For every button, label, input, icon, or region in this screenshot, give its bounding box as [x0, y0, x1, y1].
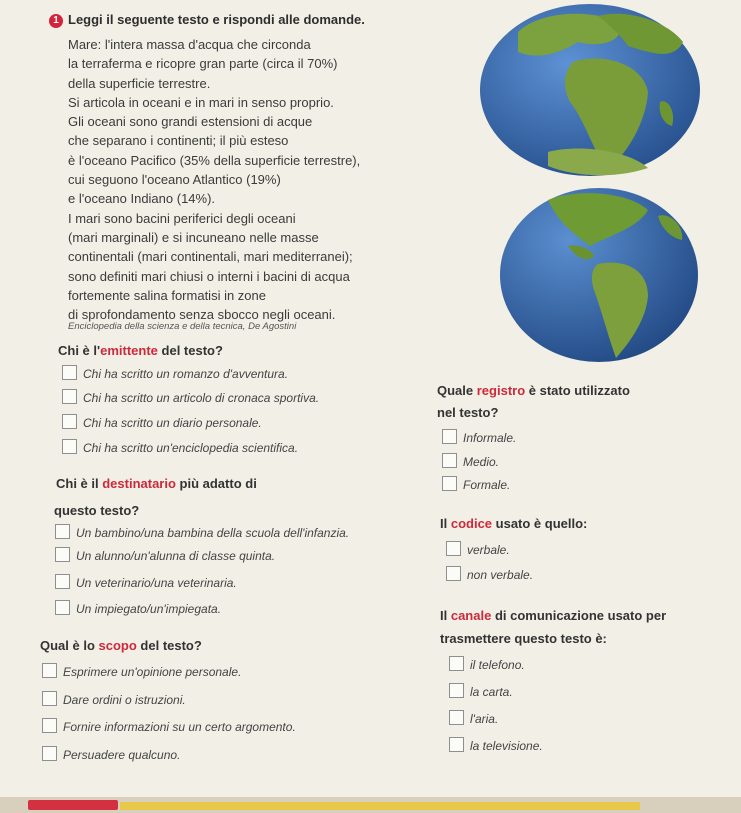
option-label: Chi ha scritto un diario personale. — [83, 416, 262, 430]
question-registro-title-line2: nel testo? — [437, 405, 499, 420]
option-registro-2[interactable] — [442, 453, 499, 471]
option-label: Informale. — [463, 431, 517, 445]
checkbox[interactable] — [449, 710, 464, 725]
option-label: Chi ha scritto un'enciclopedia scientifica. — [83, 441, 299, 455]
checkbox[interactable] — [442, 429, 457, 444]
passage-line: è l'oceano Pacifico (35% della superficie terrestre), — [68, 152, 361, 168]
option-destinatario-2[interactable] — [55, 547, 275, 565]
q-text: Qual è lo — [40, 638, 99, 653]
option-codice-1[interactable] — [446, 541, 510, 559]
option-canale-2[interactable] — [449, 683, 513, 701]
option-registro-1[interactable] — [442, 429, 516, 447]
passage-line: Si articola in oceani e in mari in senso proprio. — [68, 94, 334, 110]
passage-line: Gli oceani sono grandi estensioni di acque — [68, 114, 313, 130]
option-label: Un veterinario/una veterinaria. — [76, 576, 237, 590]
checkbox[interactable] — [42, 746, 57, 761]
question-canale-title — [440, 608, 666, 623]
option-label: non verbale. — [467, 568, 534, 582]
q-keyword: registro — [476, 383, 526, 398]
checkbox[interactable] — [42, 718, 57, 733]
option-label: Un alunno/un'alunna di classe quinta. — [76, 549, 276, 563]
checkbox[interactable] — [55, 547, 70, 562]
passage-line: e l'oceano Indiano (14%). — [68, 191, 216, 207]
q-text: di comunicazione usato per — [491, 608, 667, 623]
option-label: Fornire informazioni su un certo argomento. — [63, 720, 296, 734]
option-label: verbale. — [467, 543, 510, 557]
option-canale-1[interactable] — [449, 656, 525, 674]
option-emittente-3[interactable] — [62, 414, 262, 432]
passage-text — [68, 35, 468, 324]
q-keyword: destinatario — [102, 476, 176, 491]
q-text: del testo? — [157, 343, 223, 358]
passage-line: I mari sono bacini periferici degli oceani — [68, 210, 296, 226]
checkbox[interactable] — [55, 524, 70, 539]
q-text: Quale — [437, 383, 477, 398]
option-label: l'aria. — [470, 712, 499, 726]
option-label: Persuadere qualcuno. — [63, 748, 181, 762]
q-keyword: codice — [450, 516, 493, 531]
footer-red-band — [28, 800, 118, 810]
option-scopo-3[interactable] — [42, 718, 296, 736]
option-destinatario-4[interactable] — [55, 600, 221, 618]
passage-line: (mari marginali) e si incuneano nelle masse — [68, 229, 319, 245]
q-text: è stato utilizzato — [525, 383, 630, 398]
passage-line: sono definiti mari chiusi o interni i bacini di acqua — [68, 268, 350, 284]
q-text: Chi è l' — [58, 343, 101, 358]
option-emittente-2[interactable] — [62, 389, 319, 407]
option-label: Chi ha scritto un romanzo d'avventura. — [83, 367, 289, 381]
checkbox[interactable] — [449, 737, 464, 752]
option-destinatario-3[interactable] — [55, 574, 237, 592]
option-label: Formale. — [463, 478, 511, 492]
checkbox[interactable] — [62, 439, 77, 454]
option-label: Medio. — [463, 455, 500, 469]
option-scopo-1[interactable] — [42, 663, 241, 681]
option-label: il telefono. — [470, 658, 525, 672]
exercise-instruction: Leggi il seguente testo e rispondi alle domande. — [68, 12, 365, 27]
option-registro-3[interactable] — [442, 476, 510, 494]
q-text: usato è quello: — [492, 516, 588, 531]
option-label: la televisione. — [470, 739, 543, 753]
passage-source: Enciclopedia della scienza e della tecnica, De Agostini — [68, 321, 297, 332]
option-label: Un bambino/una bambina della scuola dell'infanzia. — [76, 526, 350, 540]
passage-line: fortemente salina formatisi in zone — [68, 287, 266, 303]
question-destinatario-title — [56, 476, 257, 491]
checkbox[interactable] — [442, 476, 457, 491]
checkbox[interactable] — [449, 656, 464, 671]
q-keyword: canale — [450, 608, 492, 623]
q-keyword: scopo — [98, 638, 137, 653]
passage-line: Mare: l'intera massa d'acqua che circonda — [68, 37, 311, 52]
passage-line: di sprofondamento senza sbocco negli oceani. — [68, 307, 336, 323]
checkbox[interactable] — [449, 683, 464, 698]
question-emittente-title — [58, 343, 223, 358]
question-scopo-title — [40, 638, 202, 653]
checkbox[interactable] — [42, 663, 57, 678]
q-text: Il — [440, 608, 451, 623]
globe-africa-europe-image — [478, 2, 702, 178]
checkbox[interactable] — [442, 453, 457, 468]
option-canale-3[interactable] — [449, 710, 498, 728]
option-label: Chi ha scritto un articolo di cronaca sportiva. — [83, 391, 320, 405]
passage-line: la terraferma e ricopre gran parte (circa il 70%) — [68, 56, 338, 72]
option-destinatario-1[interactable] — [55, 524, 349, 542]
option-codice-2[interactable] — [446, 566, 533, 584]
option-emittente-4[interactable] — [62, 439, 298, 457]
checkbox[interactable] — [446, 566, 461, 581]
checkbox[interactable] — [446, 541, 461, 556]
exercise-number-badge: 1 — [49, 14, 63, 28]
question-codice-title — [440, 516, 587, 531]
footer-yellow-band — [120, 802, 640, 810]
q-text: più adatto di — [175, 476, 257, 491]
q-text: Chi è il — [56, 476, 103, 491]
passage-line: cui seguono l'oceano Atlantico (19%) — [68, 172, 281, 188]
checkbox[interactable] — [62, 414, 77, 429]
question-canale-title-line2: trasmettere questo testo è: — [440, 631, 607, 646]
option-scopo-4[interactable] — [42, 746, 180, 764]
checkbox[interactable] — [62, 389, 77, 404]
option-label: Un impiegato/un'impiegata. — [76, 602, 222, 616]
passage-line: continentali (mari continentali, mari mediterranei); — [68, 249, 353, 265]
question-registro-title — [437, 383, 630, 398]
checkbox[interactable] — [55, 574, 70, 589]
globe-americas-image — [498, 186, 700, 364]
option-emittente-1[interactable] — [62, 365, 288, 383]
option-label: la carta. — [470, 685, 513, 699]
option-scopo-2[interactable] — [42, 691, 186, 709]
checkbox[interactable] — [62, 365, 77, 380]
q-text: del testo? — [136, 638, 202, 653]
option-canale-4[interactable] — [449, 737, 543, 755]
question-destinatario-title-line2: questo testo? — [54, 503, 140, 518]
checkbox[interactable] — [55, 600, 70, 615]
option-label: Dare ordini o istruzioni. — [63, 693, 186, 707]
q-text: Il — [440, 516, 451, 531]
checkbox[interactable] — [42, 691, 57, 706]
option-label: Esprimere un'opinione personale. — [63, 665, 242, 679]
passage-line: che separano i continenti; il più esteso — [68, 133, 289, 149]
q-keyword: emittente — [100, 343, 158, 358]
passage-line: della superficie terrestre. — [68, 75, 211, 91]
